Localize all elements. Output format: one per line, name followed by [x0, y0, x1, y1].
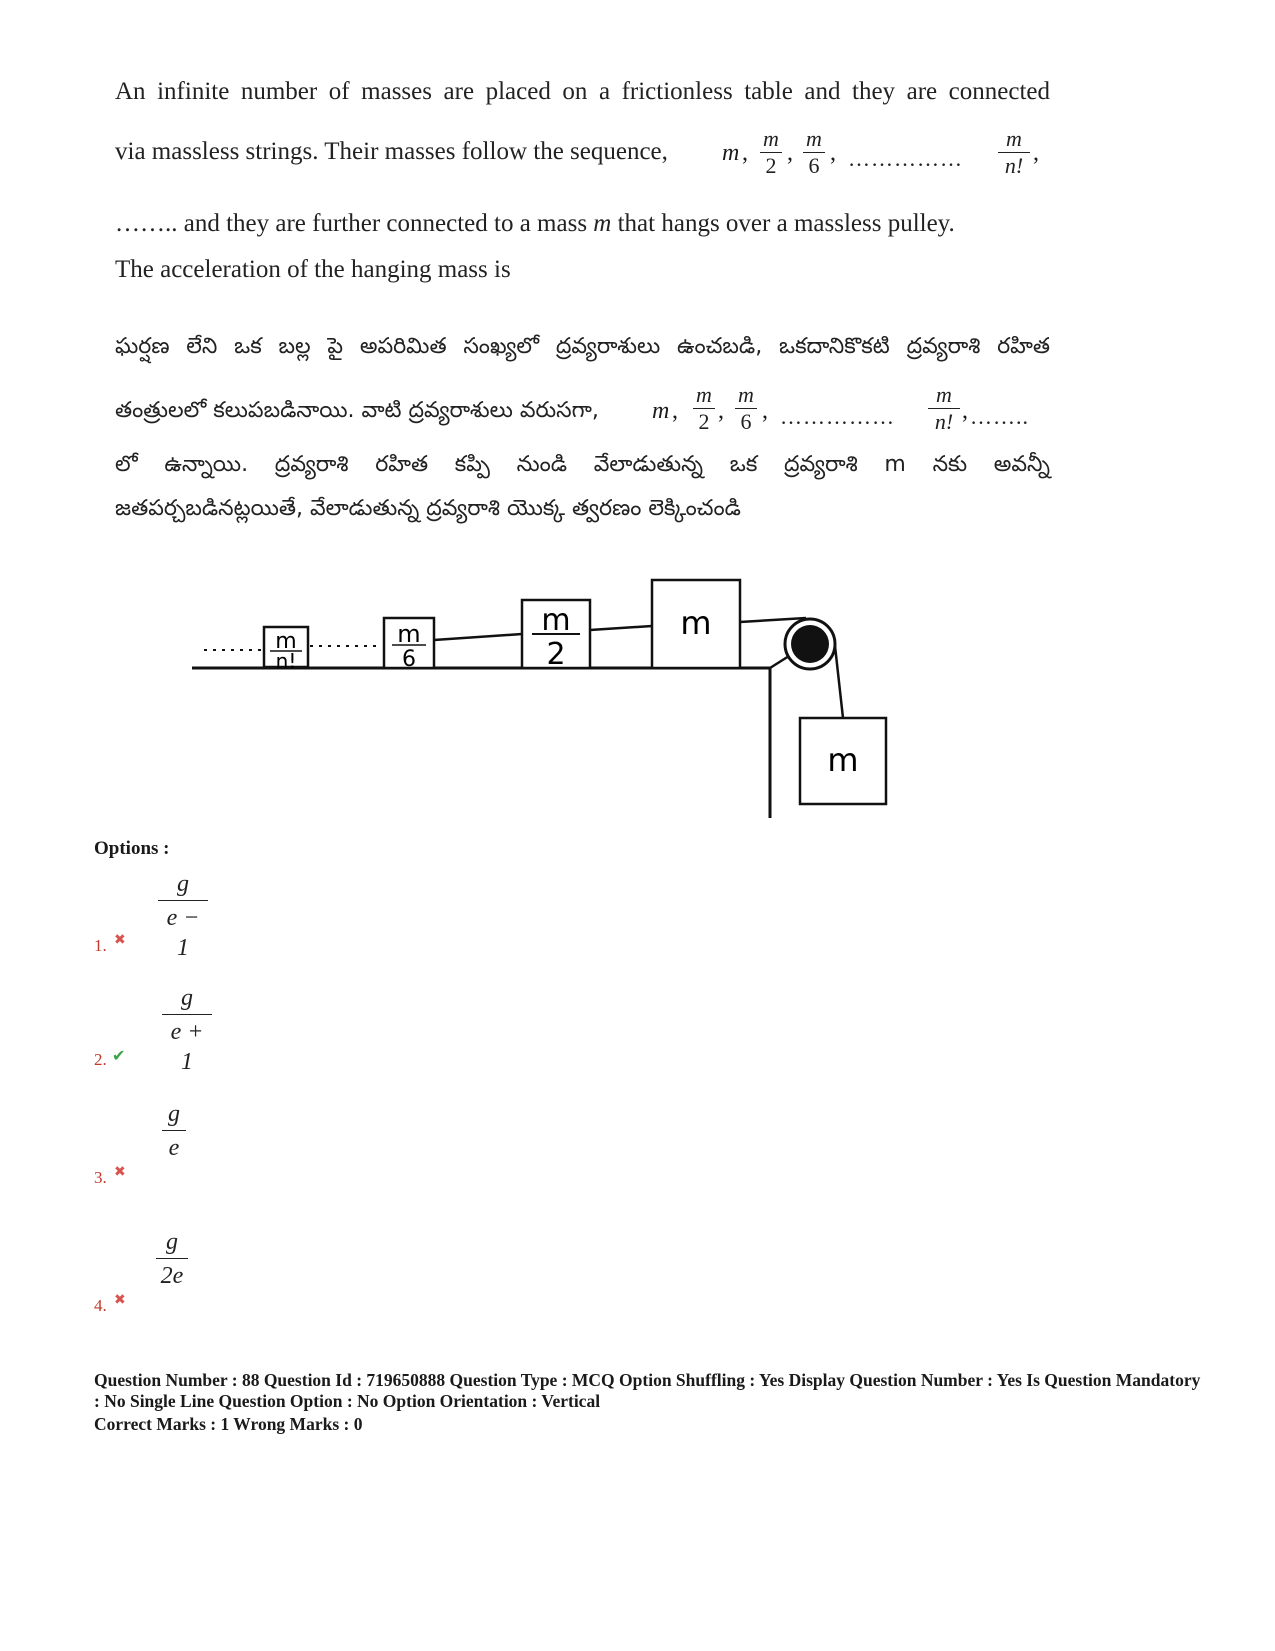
marks-metadata: Correct Marks : 1 Wrong Marks : 0	[94, 1414, 363, 1434]
fraction-denominator: 2	[698, 409, 710, 434]
question-en-line-3	[115, 210, 955, 238]
option-fraction-bar	[162, 1014, 212, 1015]
fraction-numerator: m	[806, 126, 822, 151]
option-fraction-bar	[162, 1130, 186, 1131]
leading-ellipsis: ……..	[115, 210, 178, 237]
fraction-denominator: n!	[934, 409, 954, 434]
correct-mark-icon: ✔	[112, 1046, 126, 1065]
option-1-number[interactable]: 1.	[94, 936, 107, 955]
block-label-numerator: m	[275, 629, 297, 654]
wrong-mark-icon: ✖	[114, 1164, 126, 1180]
option-2-fraction	[162, 984, 212, 1077]
sequence-comma: ,	[1033, 140, 1039, 166]
block-label: m	[827, 741, 859, 779]
sequence-comma: ,	[742, 140, 748, 166]
question-te-line-1: ఘర్షణ లేని ఒక బల్ల పై అపరిమిత సంఖ్యలో ద్రవ్యరాశులు ఉంచబడి, ఒకదానికొకటి ద్రవ్యరాశి రహిత	[115, 334, 1050, 359]
question-en-line-2	[115, 138, 668, 166]
question-te-line-4: జతపర్చబడినట్లయితే, వేలాడుతున్న ద్రవ్యరాశి యొక్క త్వరణం లెక్కించండి	[115, 496, 741, 521]
block-label-numerator: m	[541, 603, 571, 638]
string-to-pulley	[740, 618, 806, 622]
question-en-line-4: The acceleration of the hanging mass is	[115, 256, 511, 283]
fraction-numerator: m	[936, 382, 952, 407]
fraction-m-over-6	[735, 383, 757, 434]
option-3-number[interactable]: 3.	[94, 1168, 107, 1187]
mass-m-symbol: m	[593, 210, 612, 237]
question-en-line-1: An infinite number of masses are placed on a frictionless table and they are connected	[115, 78, 1050, 105]
wrong-mark-icon: ✖	[114, 1292, 126, 1308]
fraction-m-over-6	[803, 127, 825, 178]
option-denominator: 2e	[160, 1263, 184, 1289]
hanging-string	[835, 646, 843, 718]
fraction-m-over-n-factorial	[928, 383, 960, 434]
sequence-comma: ,	[672, 398, 678, 424]
question-en-line-3-text-b: that hangs over a massless pulley.	[617, 210, 955, 237]
question-te-line-3: లో ఉన్నాయి. ద్రవ్యరాశి రహిత కప్పి నుండి వేలాడుతున్న ఒక ద్రవ్యరాశి m నకు అవన్నీ	[115, 452, 1050, 477]
sequence-comma: ,	[830, 140, 836, 166]
option-numerator: g	[168, 1101, 180, 1127]
question-metadata: Question Number : 88 Question Id : 719650888 Question Type : MCQ Option Shuffling : Yes Display Question Number : Yes Is Question Mandatory : No Single Line Question Option : No Option Orientation : Vertical	[94, 1370, 1201, 1411]
sequence-ellipsis: ……………	[848, 146, 963, 171]
fraction-numerator: m	[738, 382, 754, 407]
fraction-m-over-2	[693, 383, 715, 434]
block-label-denominator: 2	[546, 637, 566, 672]
sequence-m: m	[722, 140, 740, 166]
sequence-comma: ,	[962, 398, 968, 424]
block-label-numerator: m	[397, 620, 421, 648]
question-en-line-3-text-a: and they are further connected to a mass	[183, 210, 588, 237]
option-denominator: e − 1	[166, 905, 200, 961]
option-3-fraction	[162, 1100, 186, 1163]
option-denominator: e + 1	[170, 1019, 204, 1075]
fraction-m-over-n-factorial	[998, 127, 1030, 178]
sequence-comma: ,	[762, 398, 768, 424]
sequence-comma: ,	[718, 398, 724, 424]
option-fraction-bar	[158, 900, 208, 901]
option-numerator: g	[181, 985, 193, 1011]
wrong-mark-icon: ✖	[114, 932, 126, 948]
options-label: Options :	[94, 838, 170, 859]
pulley-hub	[791, 625, 829, 663]
block-label-denominator: n!	[275, 649, 297, 673]
fraction-numerator: m	[763, 126, 779, 151]
fraction-numerator: m	[1006, 126, 1022, 151]
fraction-denominator: 2	[765, 153, 777, 178]
fraction-denominator: n!	[1004, 153, 1024, 178]
question-te-line-2: తంత్రులలో కలుపబడినాయి. వాటి ద్రవ్యరాశులు వరుసగా,	[115, 398, 599, 423]
fraction-denominator: 6	[740, 409, 752, 434]
sequence-m: m	[652, 398, 670, 424]
question-en-line-2-text: via massless strings. Their masses follow the sequence,	[115, 138, 668, 165]
option-fraction-bar	[156, 1258, 188, 1259]
trailing-ellipsis: ……..	[970, 404, 1029, 429]
option-4-number[interactable]: 4.	[94, 1296, 107, 1315]
block-label: m	[680, 604, 712, 642]
fraction-denominator: 6	[808, 153, 820, 178]
option-4-fraction	[156, 1228, 188, 1291]
sequence-ellipsis: ……………	[780, 404, 895, 429]
sequence-comma: ,	[787, 140, 793, 166]
option-1-fraction	[158, 870, 208, 963]
string	[434, 634, 522, 640]
option-2-number[interactable]: 2.	[94, 1050, 107, 1069]
fraction-m-over-2	[760, 127, 782, 178]
option-numerator: g	[166, 1229, 178, 1255]
option-numerator: g	[177, 871, 189, 897]
string	[590, 626, 652, 630]
pulley-diagram	[0, 560, 1275, 830]
fraction-numerator: m	[696, 382, 712, 407]
option-denominator: e	[168, 1135, 180, 1161]
block-label-denominator: 6	[402, 647, 416, 672]
